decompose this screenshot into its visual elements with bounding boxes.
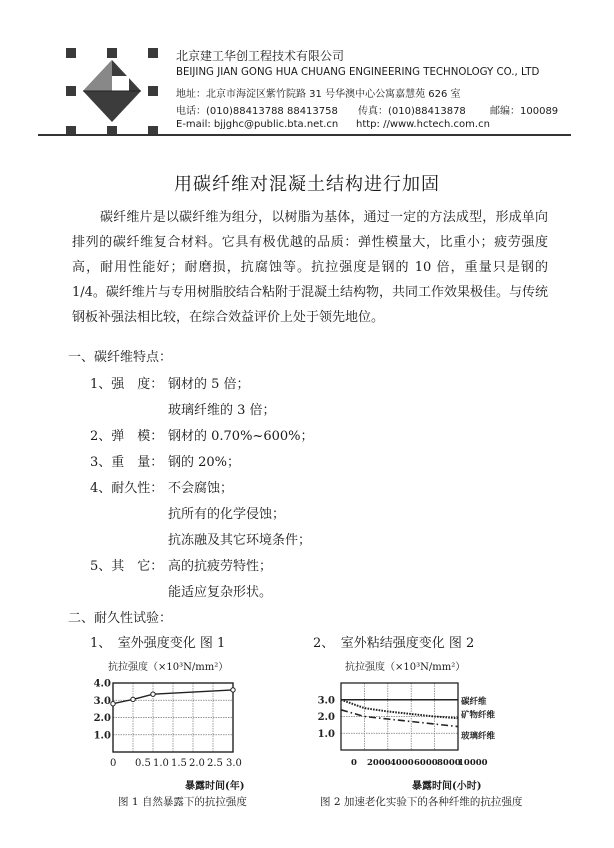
section2-heading: 二、耐久性试验： xyxy=(68,611,173,626)
y-tick-label: 3.0 xyxy=(318,695,335,707)
feature-value: 钢材的 0.70%~600%； xyxy=(168,429,314,444)
legend-label: 矿物纤维 xyxy=(461,710,496,721)
feature-value: 能适应复杂形状。 xyxy=(168,585,273,600)
section1-heading: 一、碳纤维特点： xyxy=(68,350,173,365)
figure1-heading: 1、 室外强度变化 图 1 xyxy=(90,636,226,651)
x-tick-label: 0 xyxy=(351,758,357,768)
figure2-heading: 2、 室外粘结强度变化 图 2 xyxy=(313,636,475,651)
feature-value: 抗冻融及其它环境条件； xyxy=(168,533,312,548)
feature-label-durability: 4、耐久性： xyxy=(90,481,164,496)
logo-square xyxy=(148,86,158,96)
feature-value: 玻璃纤维的 3 倍； xyxy=(168,403,276,418)
company-fax: 传真：(010)88413878 xyxy=(358,106,466,117)
x-tick-label: 2.5 xyxy=(207,758,223,769)
feature-value: 抗所有的化学侵蚀； xyxy=(168,507,286,522)
chart2-title: 图 2 加速老化实验下的各种纤维的抗拉强度 xyxy=(320,796,523,808)
logo-square xyxy=(107,48,117,58)
header-divider xyxy=(38,134,571,136)
company-address: 地址：北京市海淀区紫竹院路 31 号华澳中心公寓嘉慧苑 626 室 xyxy=(176,89,461,100)
company-logo xyxy=(62,44,166,140)
feature-label-weight: 3、重 量： xyxy=(90,455,164,470)
x-tick-label: 6000 xyxy=(414,758,438,768)
y-tick-label: 4.0 xyxy=(93,678,111,690)
chart2-plot xyxy=(318,676,538,756)
y-tick-label: 2.0 xyxy=(318,712,335,723)
data-point xyxy=(151,692,155,696)
y-tick-label: 2.0 xyxy=(93,713,111,724)
feature-value: 不会腐蚀； xyxy=(168,481,234,496)
feature-value: 钢的 20%； xyxy=(168,455,241,470)
company-postcode: 邮编：100089 xyxy=(490,106,559,117)
feature-value: 钢材的 5 倍； xyxy=(168,377,250,392)
data-point xyxy=(231,688,235,692)
feature-label-other: 5、其 它： xyxy=(90,559,164,574)
x-tick-label: 1.5 xyxy=(171,758,187,769)
data-point xyxy=(111,702,115,706)
company-email: E-mail: bjjghc@public.bta.net.cn xyxy=(176,119,339,130)
x-tick-label: 0 xyxy=(110,758,117,769)
y-tick-label: 3.0 xyxy=(93,695,111,707)
logo-square xyxy=(148,48,158,58)
intro-paragraph: 碳纤维片是以碳纤维为组分，以树脂为基体，通过一定的方法成型，形成单向排列的碳纤维复合材料。它具有极优越的品质：弹性模量大，比重小；疲劳强度高，耐用性能好；耐磨损，抗腐蚀等。抗拉强度是钢的 10 倍，重量只是钢的 1/4。碳纤维片与专用树脂胶结合粘附于混凝土结构物，共同工作效果极佳。与传统钢板补强法相比较，在综合效益评价上处于领先地位。 xyxy=(72,210,548,325)
y-tick-label: 1.0 xyxy=(318,728,335,740)
chart2-x-ticks xyxy=(318,758,568,772)
x-tick-label: 4000 xyxy=(390,758,414,768)
x-tick-label: 2000 xyxy=(367,758,391,768)
x-tick-label: 3.0 xyxy=(226,758,242,769)
company-name-en: BEIJING JIAN GONG HUA CHUANG ENGINEERING TECHNOLOGY CO., LTD xyxy=(176,67,540,78)
chart1-xlabel: 暴露时间(年) xyxy=(185,781,245,792)
chart2-xlabel: 暴露时间(小时) xyxy=(412,781,482,792)
feature-label-modulus: 2、弹 模： xyxy=(90,429,164,444)
x-tick-label: 10000 xyxy=(458,758,488,768)
x-tick-label: 8000 xyxy=(437,758,461,768)
feature-value: 高的抗疲劳特性； xyxy=(168,559,273,574)
chart1-title: 图 1 自然暴露下的抗拉强度 xyxy=(118,796,247,808)
legend-label: 玻璃纤维 xyxy=(461,731,496,742)
chart1-x-ticks xyxy=(90,758,290,772)
x-tick-label: 1.0 xyxy=(153,758,169,769)
company-phone: 电话：(010)88413788 88413758 xyxy=(176,106,338,117)
company-name-cn: 北京建工华创工程技术有限公司 xyxy=(176,49,345,63)
company-website: http: //www.hctech.com.cn xyxy=(356,119,490,130)
x-tick-label: 0.5 xyxy=(135,758,151,769)
chart2-ylabel: 抗拉强度（×10³N/mm²） xyxy=(345,662,466,673)
x-tick-label: 2.0 xyxy=(189,758,205,769)
chart1-ylabel: 抗拉强度（×10³N/mm²） xyxy=(108,662,229,673)
chart1-plot xyxy=(90,676,250,756)
logo-square xyxy=(66,48,76,58)
feature-label-strength: 1、强 度： xyxy=(90,377,164,392)
data-point xyxy=(131,697,135,701)
document-title: 用碳纤维对混凝土结构进行加固 xyxy=(174,174,440,195)
y-tick-label: 1.0 xyxy=(93,730,111,742)
legend-label: 碳纤维 xyxy=(461,696,487,707)
logo-square xyxy=(66,86,76,96)
